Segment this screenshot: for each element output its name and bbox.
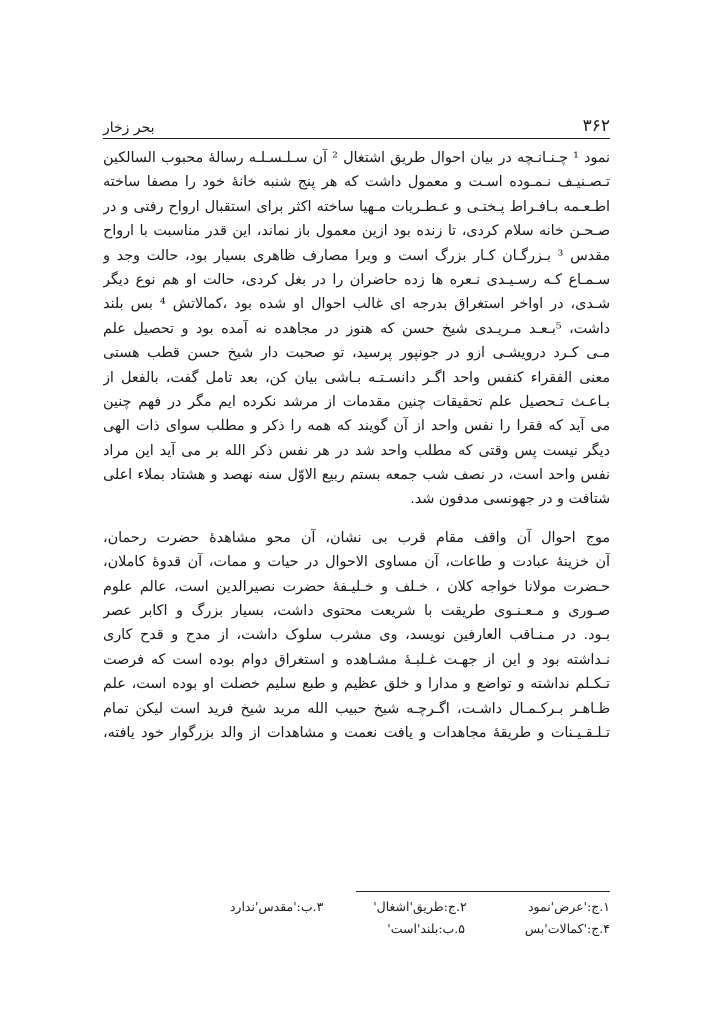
text-line: صـحـن خانه سلام کردی، تا زنده بود ازین معمول باز نماند، این قدر مناسبت با ارواح	[103, 223, 610, 240]
text-line: موج احوال آن واقف مقام قرب بی نشان، آن محو مشاهدهٔ حضرت رحمان،	[103, 529, 610, 546]
text-line: تـلـقـیـنات و طریقهٔ مجاهدات و یافت نعمت و مشاهدات از والد بزرگوار خود یافته،	[103, 724, 610, 741]
text-line: آن خزینهٔ عبادت و طاعات، آن مساوی الاحوال در حیات و ممات، آن قدوهٔ کاملان،	[103, 554, 610, 571]
footnote-item: ۵.ب:بلند'است'	[387, 921, 465, 936]
header-rule	[103, 138, 610, 139]
text-line: ظـاهـر بـرکـمـال داشـت، اگـرچـه شیخ حبیب الله مرید شیخ فرید است لیکن تمام	[103, 700, 610, 717]
text-line: نمود ¹ چـنـانـچه در بیان احوال طریق اشتغال ² آن سـلـسـلـه رسالهٔ محبوب السالکین	[103, 150, 610, 166]
text-line: شـدی، در اواخر استغراق بدرجه ای غالب احوال او شده بود ،کمالاتش ⁴ بس بلند	[103, 296, 610, 313]
footnote-rule	[356, 891, 610, 892]
text-line: شتافت و در جهونسی مدفون شد.	[410, 491, 610, 508]
text-line: نـداشته بود و این از جهـت غـلبـهٔ مشـاهده و استغراق دوام بوده است که فرصت	[103, 651, 610, 668]
running-header	[103, 110, 610, 136]
text-line: سـمـاع کـه رسـیـدی نـعره ها زده حاضران را در بغل کردی، حالت او هم نوع دیگر	[103, 271, 610, 288]
text-line: داشت، ⁵بـعـد مـریـدی شیخ حسن که هنوز در مجاهده نه آمده بود و تحصیل علم	[103, 320, 610, 337]
footnote-item: ۳.ب:'مقدس'ندارد	[229, 899, 324, 914]
running-title: بحر زخار	[103, 120, 155, 136]
text-line: بـود. در مـنـاقب العارفین نویسد، وی مشرب سلوک داشت، از مدح و قدح کاری	[103, 627, 610, 644]
text-line: بـاعـث تـحصیل علم تحقیقات چنین مقدمات از مرشد نکرده ایم مگر در فهم چنین	[103, 393, 610, 410]
main-text	[103, 146, 610, 745]
footnote-row	[180, 896, 610, 918]
text-line: نفس واحد است، در نصف شب جمعه بستم ربیع الاوّل سنه نهصد و هشتاد بملاء اعلی	[103, 467, 610, 484]
text-line: حـضرت مولانا خواجه کلان ، خـلف و خـلیـفهٔ حضرت نصیرالدین است، عالم علوم	[103, 578, 610, 595]
text-line: می آید که فقرا را نفس واحد از آن گویند که همه را ذکر و مطلب سوای ذات الهی	[103, 418, 610, 435]
page-number: ۳۶۲	[582, 116, 610, 136]
paragraph-2	[103, 526, 610, 746]
text-line: دیگر نیست پس وقتی که مطلب واحد شد در هر نفس ذکر الله بر می آید این مراد	[103, 442, 610, 459]
footnote-item: ۲.ج:طریق'اشغال'	[373, 899, 467, 914]
text-line: اطـعـمه بـافـراط پـختـی و عـطـریات مـهیا ساخته اکثر برای استقبال ارواح رفتی و در	[103, 198, 610, 215]
text-line: مقدس ³ بـزرگـان کـار بزرگ است و ویرا مصارف ظاهری بسیار بود، حالت وجد و	[103, 247, 610, 264]
paragraph-gap	[103, 512, 610, 526]
text-line: مـی کـرد درویشـی ازو در جونپور پرسید، تو صحبت دار شیخ حسن قطب هستی	[103, 345, 610, 362]
text-line: صـوری و مـعـنـوی طریقت با شریعت محتوی داشت، بسیار بزرگ و اکابر عصر	[103, 603, 610, 620]
paragraph-1	[103, 146, 610, 512]
footnote-row	[180, 918, 610, 940]
footnote-item: ۱.ج:'عرض'نمود	[527, 899, 610, 914]
text-line: تـکـلم نداشته و تواضع و مدارا و خلق عظیم و طبع سلیم خصلت او بوده است، علم	[103, 676, 610, 693]
footnote-item: ۴.ج:'کمالات'بس	[524, 921, 610, 936]
text-line: معنی الفقراء کنفس واحد اگـر دانسـتـه بـاشی بیان کن، بعد تامل گفت، بالفعل از	[103, 369, 610, 386]
footnotes	[180, 896, 610, 940]
text-line: تـصـنیـف نـمـوده اسـت و معمول داشت که هر پنج شنبه خانهٔ خود را مصفا ساخته	[103, 174, 610, 191]
